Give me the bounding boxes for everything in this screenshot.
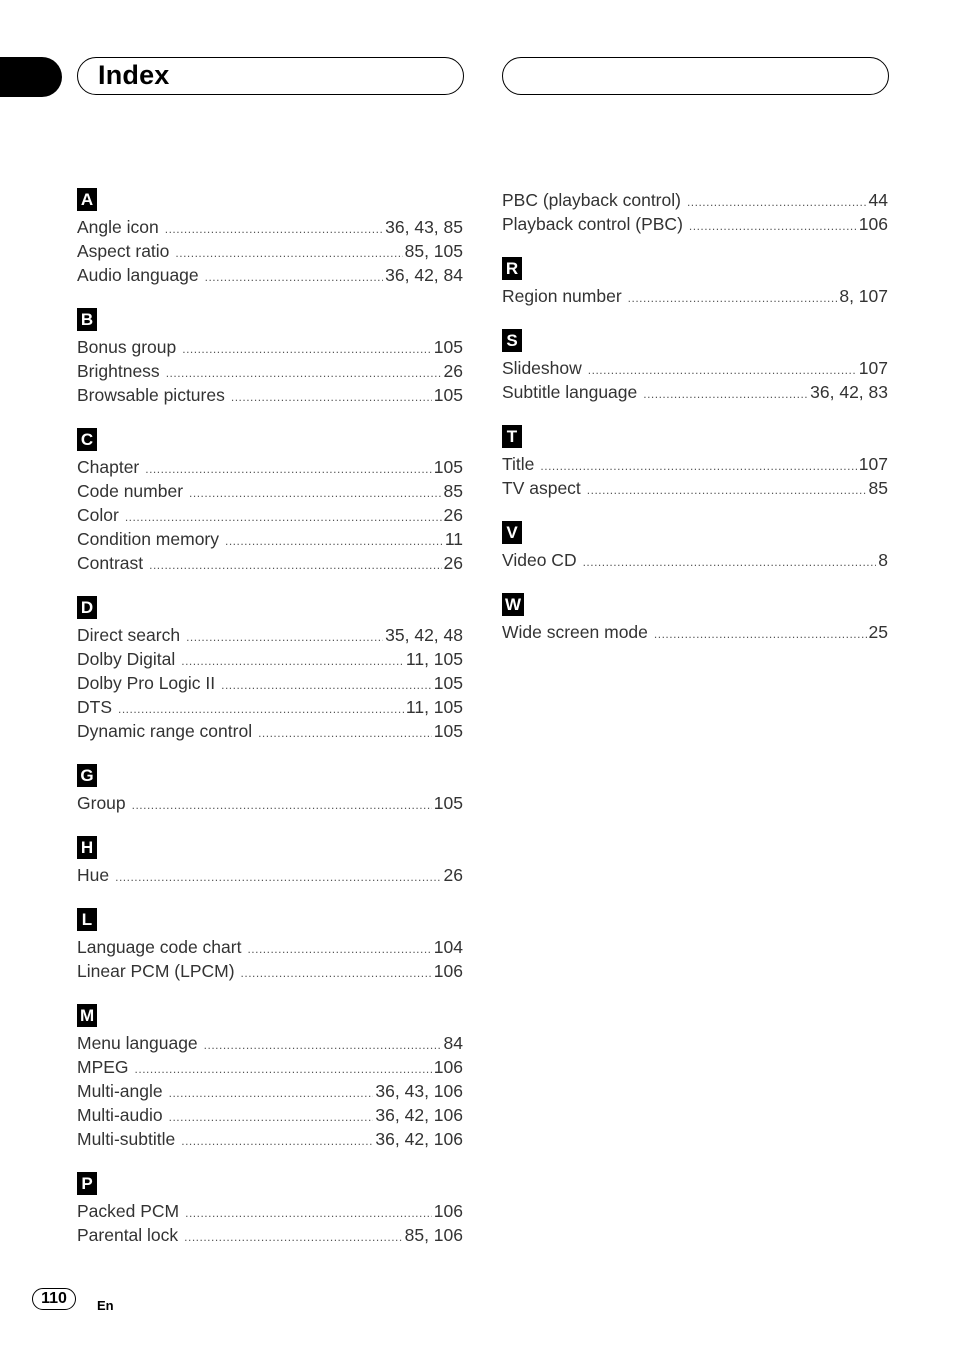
- index-entry: [77, 1223, 463, 1247]
- index-section: [502, 188, 888, 236]
- entry-pages: 25: [868, 622, 888, 642]
- entry-term: Group: [77, 793, 126, 813]
- entry-pages: 36, 43, 85: [385, 217, 463, 237]
- dot-leader: [540, 454, 856, 478]
- index-entry: [502, 452, 888, 476]
- entry-pages: 36, 42, 106: [375, 1129, 463, 1149]
- entry-pages: 104: [433, 937, 463, 957]
- entry-term: Subtitle language: [502, 382, 638, 402]
- index-section: [77, 308, 463, 407]
- index-section: [502, 329, 888, 404]
- dot-leader: [258, 721, 432, 745]
- dot-leader: [169, 1105, 374, 1129]
- index-section: [502, 425, 888, 500]
- index-section: [77, 1172, 463, 1247]
- dot-leader: [175, 241, 402, 265]
- index-entry: [77, 1079, 463, 1103]
- entry-pages: 44: [868, 190, 888, 210]
- dot-leader: [169, 1081, 374, 1105]
- section-letter: T: [502, 425, 522, 448]
- entry-term: Dolby Pro Logic II: [77, 673, 216, 693]
- section-letter: B: [77, 308, 97, 331]
- index-entry: [502, 476, 888, 500]
- index-section: [77, 1004, 463, 1151]
- index-section: [77, 764, 463, 815]
- section-letter: S: [502, 329, 522, 352]
- index-entry: [77, 479, 463, 503]
- section-letter: L: [77, 908, 97, 931]
- dot-leader: [247, 937, 431, 961]
- section-letter: C: [77, 428, 97, 451]
- section-letter: P: [77, 1172, 97, 1195]
- index-entry: [77, 359, 463, 383]
- entry-pages: 26: [443, 505, 463, 525]
- index-entry: [77, 551, 463, 575]
- page-title: Index: [98, 60, 170, 90]
- dot-leader: [181, 1129, 373, 1153]
- entry-term: Wide screen mode: [502, 622, 648, 642]
- entry-pages: 85: [868, 478, 888, 498]
- dot-leader: [204, 1033, 442, 1057]
- entry-term: Brightness: [77, 361, 160, 381]
- section-letter: G: [77, 764, 97, 787]
- entry-term: Multi-audio: [77, 1105, 163, 1125]
- entry-pages: 106: [433, 1201, 463, 1221]
- entry-pages: 107: [858, 454, 888, 474]
- section-letter: M: [77, 1004, 97, 1027]
- entry-pages: 106: [433, 1057, 463, 1077]
- entry-pages: 105: [433, 457, 463, 477]
- dot-leader: [628, 286, 838, 310]
- index-entry: [502, 356, 888, 380]
- index-entry: [502, 284, 888, 308]
- entry-pages: 36, 43, 106: [375, 1081, 463, 1101]
- entry-pages: 105: [433, 385, 463, 405]
- index-entry: [502, 548, 888, 572]
- index-entry: [77, 935, 463, 959]
- entry-pages: 8: [878, 550, 888, 570]
- entry-term: Angle icon: [77, 217, 159, 237]
- index-entry: [77, 263, 463, 287]
- entry-pages: 35, 42, 48: [385, 625, 463, 645]
- entry-term: Parental lock: [77, 1225, 179, 1245]
- entry-pages: 105: [433, 793, 463, 813]
- dot-leader: [689, 214, 857, 238]
- dot-leader: [186, 625, 383, 649]
- dot-leader: [181, 649, 404, 673]
- entry-term: Contrast: [77, 553, 144, 573]
- entry-pages: 85, 106: [404, 1225, 463, 1245]
- index-entry: [77, 623, 463, 647]
- section-letter: D: [77, 596, 97, 619]
- dot-leader: [654, 622, 867, 646]
- dot-leader: [583, 550, 877, 574]
- entry-term: Color: [77, 505, 119, 525]
- dot-leader: [231, 385, 432, 409]
- dot-leader: [241, 961, 432, 985]
- entry-pages: 105: [433, 673, 463, 693]
- index-section: [77, 908, 463, 983]
- entry-pages: 105: [433, 337, 463, 357]
- entry-term: Region number: [502, 286, 622, 306]
- entry-term: Linear PCM (LPCM): [77, 961, 235, 981]
- entry-term: DTS: [77, 697, 112, 717]
- entry-pages: 8, 107: [839, 286, 888, 306]
- entry-term: Menu language: [77, 1033, 198, 1053]
- dot-leader: [145, 457, 432, 481]
- dot-leader: [135, 1057, 432, 1081]
- entry-term: Audio language: [77, 265, 199, 285]
- section-letter: V: [502, 521, 522, 544]
- entry-pages: 36, 42, 106: [375, 1105, 463, 1125]
- index-entry: [77, 1199, 463, 1223]
- entry-term: Browsable pictures: [77, 385, 225, 405]
- dot-leader: [221, 673, 432, 697]
- section-letter: R: [502, 257, 522, 280]
- index-entry: [502, 620, 888, 644]
- section-tab-marker: [0, 57, 62, 97]
- section-letter: H: [77, 836, 97, 859]
- entry-term: Title: [502, 454, 535, 474]
- entry-pages: 11, 105: [405, 697, 463, 717]
- index-section: [502, 521, 888, 572]
- entry-term: MPEG: [77, 1057, 129, 1077]
- entry-pages: 106: [433, 961, 463, 981]
- index-section: [77, 596, 463, 743]
- index-entry: [77, 1055, 463, 1079]
- entry-pages: 36, 42, 84: [385, 265, 463, 285]
- entry-pages: 85: [443, 481, 463, 501]
- header-title-box: [77, 57, 464, 95]
- index-entry: [77, 719, 463, 743]
- entry-term: Direct search: [77, 625, 181, 645]
- index-section: [77, 188, 463, 287]
- index-entry: [77, 527, 463, 551]
- entry-term: Hue: [77, 865, 110, 885]
- entry-pages: 11, 105: [405, 649, 463, 669]
- entry-term: Multi-angle: [77, 1081, 163, 1101]
- entry-pages: 11: [444, 529, 463, 549]
- language-code: En: [97, 1298, 114, 1313]
- entry-term: TV aspect: [502, 478, 581, 498]
- dot-leader: [182, 337, 432, 361]
- index-section: [502, 593, 888, 644]
- index-entry: [77, 215, 463, 239]
- entry-term: Condition memory: [77, 529, 219, 549]
- entry-term: PBC (playback control): [502, 190, 681, 210]
- entry-term: Multi-subtitle: [77, 1129, 176, 1149]
- index-entry: [77, 455, 463, 479]
- dot-leader: [165, 217, 383, 241]
- header-empty-box: [502, 57, 889, 95]
- index-entry: [77, 647, 463, 671]
- page-number: 110: [32, 1288, 76, 1310]
- entry-term: Slideshow: [502, 358, 582, 378]
- entry-pages: 84: [443, 1033, 463, 1053]
- index-section: [77, 836, 463, 887]
- entry-pages: 36, 42, 83: [810, 382, 888, 402]
- index-entry: [502, 188, 888, 212]
- dot-leader: [118, 697, 404, 721]
- entry-term: Packed PCM: [77, 1201, 180, 1221]
- dot-leader: [125, 505, 442, 529]
- entry-pages: 26: [443, 361, 463, 381]
- dot-leader: [149, 553, 441, 577]
- entry-term: Code number: [77, 481, 184, 501]
- index-entry: [77, 383, 463, 407]
- dot-leader: [132, 793, 432, 817]
- dot-leader: [588, 358, 857, 382]
- index-entry: [77, 239, 463, 263]
- entry-pages: 85, 105: [404, 241, 463, 261]
- entry-term: Dynamic range control: [77, 721, 253, 741]
- entry-term: Aspect ratio: [77, 241, 170, 261]
- index-entry: [77, 1103, 463, 1127]
- entry-pages: 107: [858, 358, 888, 378]
- dot-leader: [225, 529, 443, 553]
- index-entry: [77, 791, 463, 815]
- entry-term: Playback control (PBC): [502, 214, 683, 234]
- dot-leader: [184, 1225, 402, 1249]
- dot-leader: [166, 361, 442, 385]
- entry-pages: 105: [433, 721, 463, 741]
- entry-term: Bonus group: [77, 337, 177, 357]
- entry-term: Chapter: [77, 457, 140, 477]
- index-column-right: [502, 188, 888, 665]
- index-entry: [502, 380, 888, 404]
- dot-leader: [189, 481, 441, 505]
- index-entry: [77, 959, 463, 983]
- index-section: [502, 257, 888, 308]
- dot-leader: [687, 190, 867, 214]
- index-entry: [502, 212, 888, 236]
- index-entry: [77, 1127, 463, 1151]
- index-entry: [77, 695, 463, 719]
- index-entry: [77, 503, 463, 527]
- section-letter: W: [502, 593, 524, 616]
- dot-leader: [185, 1201, 432, 1225]
- index-section: [77, 428, 463, 575]
- entry-term: Video CD: [502, 550, 577, 570]
- entry-term: Dolby Digital: [77, 649, 176, 669]
- dot-leader: [643, 382, 808, 406]
- entry-pages: 26: [443, 553, 463, 573]
- index-entry: [77, 335, 463, 359]
- dot-leader: [205, 265, 384, 289]
- index-entry: [77, 863, 463, 887]
- index-entry: [77, 1031, 463, 1055]
- entry-pages: 26: [443, 865, 463, 885]
- dot-leader: [115, 865, 441, 889]
- dot-leader: [587, 478, 867, 502]
- index-column-left: [77, 188, 463, 1268]
- section-letter: A: [77, 188, 97, 211]
- entry-pages: 106: [858, 214, 888, 234]
- index-entry: [77, 671, 463, 695]
- entry-term: Language code chart: [77, 937, 242, 957]
